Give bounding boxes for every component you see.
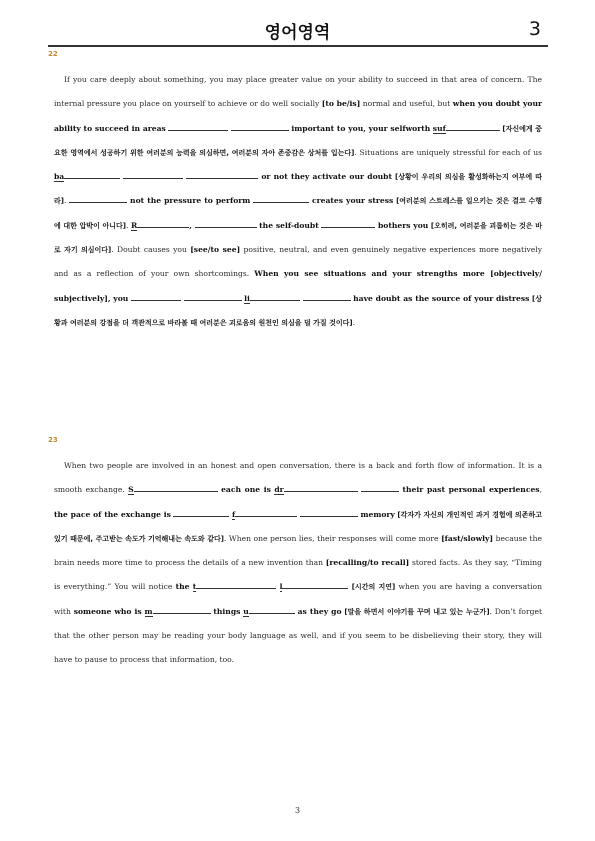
hint-letters: ba <box>54 172 65 182</box>
question-22-number: 22 <box>48 50 58 58</box>
answer-blank[interactable] <box>303 293 351 301</box>
choice: [to be/is] <box>321 99 361 109</box>
hint-letters: u <box>243 606 249 616</box>
answer-blank[interactable] <box>446 123 500 131</box>
bold-phrase: the <box>175 582 190 592</box>
answer-blank[interactable] <box>173 509 229 517</box>
bold-phrase: creates your stress <box>312 196 394 206</box>
answer-blank[interactable] <box>123 171 183 179</box>
question-23-number: 23 <box>48 436 58 444</box>
korean-translation: [각자가 자신의 개인적인 과거 경험에 의존하고 있기 때문에, 주고받는 속도가 기억해내는 속도와 같다] <box>54 510 542 543</box>
answer-blank[interactable] <box>300 509 358 517</box>
answer-blank[interactable] <box>249 606 295 614</box>
bold-phrase: not the pressure to perform <box>130 196 251 206</box>
answer-blank[interactable] <box>250 293 300 301</box>
answer-blank[interactable] <box>284 484 358 492</box>
answer-blank[interactable] <box>253 195 309 203</box>
bold-phrase: memory <box>360 509 395 519</box>
text: . When one person lies, their responses will come more <box>223 533 442 543</box>
text: . Situations are uniquely stressful for each of us <box>354 147 542 157</box>
korean-translation: [상황과 여러분의 강점을 더 객관적으로 바라볼 때 여러분은 괴로움의 원천인 의심을 덜 가질 것이다] <box>54 294 542 327</box>
answer-blank[interactable] <box>69 195 127 203</box>
page-footer-number: 3 <box>294 806 301 815</box>
text: , <box>539 485 542 495</box>
text: normal and useful, but <box>360 99 453 109</box>
question-23-passage <box>54 454 542 673</box>
answer-blank[interactable] <box>361 484 399 492</box>
bold-phrase: or not they activate our doubt <box>261 172 392 182</box>
answer-blank[interactable] <box>186 171 258 179</box>
hint-letters: S <box>128 485 134 495</box>
answer-blank[interactable] <box>131 293 181 301</box>
hint-letters: l <box>279 582 283 592</box>
answer-blank[interactable] <box>235 509 297 517</box>
question-22-passage <box>54 68 542 335</box>
text: . <box>125 220 131 230</box>
hint-letters: f <box>232 509 236 519</box>
korean-translation: [오히려, 여러분을 괴롭히는 것은 바로 자기 의심이다] <box>54 221 542 255</box>
bold-phrase: someone who is <box>73 606 142 616</box>
text: stored facts. As they say, “Timing is everything.” You will notice <box>54 558 542 592</box>
korean-translation: [여러분의 스트레스를 일으키는 것은 결코 수행에 대한 압박이 아니다] <box>54 197 542 230</box>
bold-phrase: each one is <box>221 485 271 495</box>
answer-blank[interactable] <box>137 220 189 228</box>
bold-phrase: their past personal experiences <box>402 485 540 495</box>
korean-translation: [말을 하면서 이야기를 꾸며 내고 있는 누군가] <box>344 607 490 616</box>
text: . Don’t forget that the other person may be reading your body language as well, and if you seem to be disbelieving their story, they will have to pause to process that information, too. <box>54 606 542 665</box>
choice: [see/to see] <box>190 245 241 255</box>
bold-phrase: have doubt as the source of your distress <box>353 293 530 303</box>
answer-blank[interactable] <box>196 581 276 589</box>
text: When two people are involved in an honest and open conversation, there is a back and forth flow of information. It is a smooth exchange. <box>54 461 542 495</box>
choice: [recalling/to recall] <box>325 558 410 568</box>
page-header-number: 3 <box>528 18 541 40</box>
hint-letters: R <box>130 220 138 230</box>
bold-phrase: the pace of the exchange is <box>54 509 171 519</box>
hint-letters: t <box>192 582 197 592</box>
answer-blank[interactable] <box>168 123 228 131</box>
bold-phrase: the self-doubt <box>259 220 319 230</box>
hint-letters: dr <box>274 485 284 495</box>
answer-blank[interactable] <box>64 171 120 179</box>
hint-letters: m <box>144 606 153 616</box>
bold-phrase: as they go <box>297 606 342 616</box>
text: . Doubt causes you <box>111 245 191 255</box>
answer-blank[interactable] <box>231 123 289 131</box>
answer-blank[interactable] <box>134 484 218 492</box>
answer-blank[interactable] <box>282 581 348 589</box>
choice: [fast/slowly] <box>441 533 494 543</box>
hint-letters: li <box>244 293 250 303</box>
text: . <box>352 317 356 327</box>
bold-phrase: When you see situations and your strengths more [objectively/ subjectively], you <box>54 269 542 303</box>
answer-blank[interactable] <box>321 220 375 228</box>
answer-blank[interactable] <box>184 293 242 301</box>
text: . <box>63 196 70 206</box>
text: when you are having a conversation with <box>54 582 542 616</box>
answer-blank[interactable] <box>153 606 211 614</box>
bold-phrase: bothers you <box>377 220 429 230</box>
text: because the brain needs more time to process the details of a new invention than <box>54 533 542 568</box>
korean-translation: [상황이 우리의 의심을 활성화하는지 여부에 따라] <box>54 173 542 206</box>
answer-blank[interactable] <box>195 220 257 228</box>
bold-phrase: , <box>189 220 192 230</box>
header-rule <box>48 45 548 47</box>
korean-translation: [자신에게 중요한 영역에서 성공하기 위한 여러분의 능력을 의심하면, 여러분의 자아 존중감은 상처를 입는다] <box>54 124 542 157</box>
hint-letters: suf <box>432 123 446 133</box>
bold-phrase: when you doubt your ability to succeed in areas <box>54 99 542 133</box>
korean-translation: [시간의 지연] <box>351 583 396 592</box>
bold-phrase: things <box>213 606 241 616</box>
text: positive, neutral, and even genuinely negative experiences more negatively and as a reflection of your own shortcomings. <box>54 245 542 279</box>
bold-phrase: important to you, your selfworth <box>291 123 431 133</box>
page-header-title: 영어영역 <box>264 23 331 43</box>
text: If you care deeply about something, you may place greater value on your ability to succeed in that area of concern. The internal pressure you place on yourself to achieve or do well socially <box>54 75 542 109</box>
